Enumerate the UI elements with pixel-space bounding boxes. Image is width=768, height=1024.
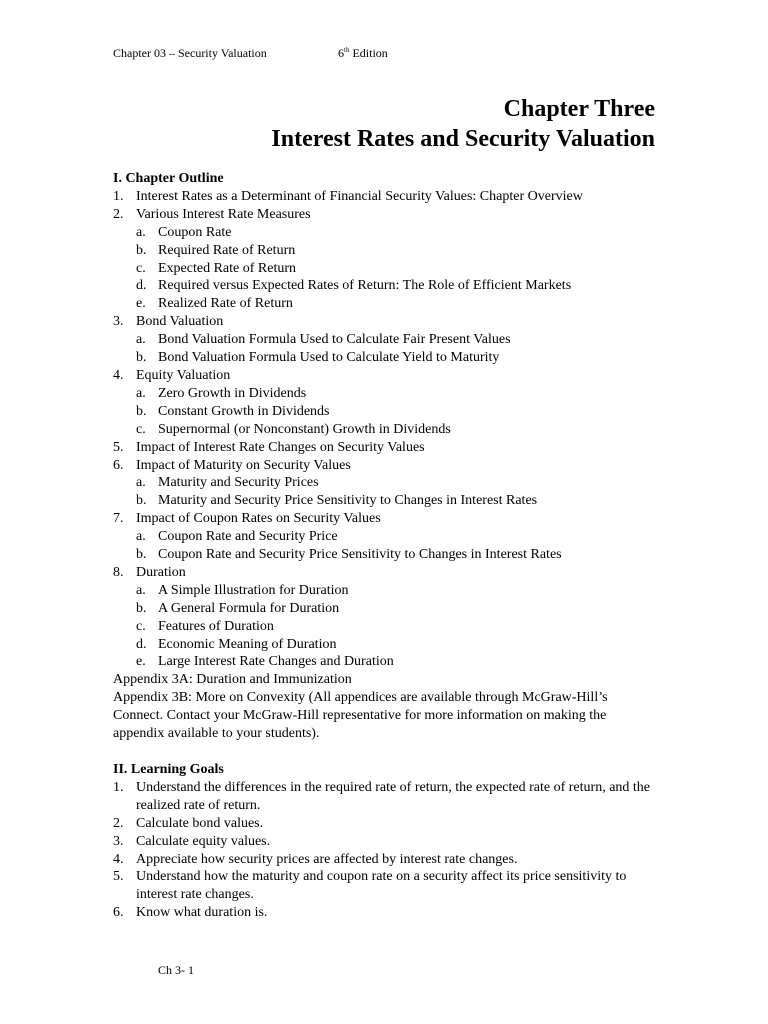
list-item-text: Maturity and Security Price Sensitivity to Changes in Interest Rates [158, 493, 538, 509]
header-edition [338, 46, 388, 60]
list-marker: 7. [113, 511, 124, 527]
list-item-text: Equity Valuation [136, 367, 231, 383]
list-marker: a. [136, 529, 146, 545]
outline-subitem [113, 474, 658, 492]
list-marker: b. [136, 242, 147, 258]
chapter-outline-heading: I. Chapter Outline [113, 171, 224, 186]
list-item-text: Features of Duration [158, 618, 274, 634]
list-item-text: Coupon Rate [158, 224, 232, 240]
list-marker: a. [136, 332, 146, 348]
appendix-3b: Appendix 3B: More on Convexity (All appendices are available through McGraw-Hill’s Connect. Contact your McGraw-Hill representative for more information on making the appendix available to your students). [113, 690, 608, 742]
list-item-text: Various Interest Rate Measures [136, 206, 311, 222]
list-item-text: Know what duration is. [136, 905, 268, 921]
learning-goal-item [113, 904, 658, 922]
list-marker: b. [136, 547, 147, 563]
learning-goal-item [113, 779, 658, 815]
outline-subitem [113, 528, 658, 546]
list-marker: 4. [113, 851, 124, 867]
outline-subitem [113, 242, 658, 260]
list-item-text: Interest Rates as a Determinant of Financial Security Values: Chapter Overview [136, 188, 583, 204]
list-marker: b. [136, 350, 147, 366]
list-marker: c. [136, 421, 146, 437]
list-marker: b. [136, 493, 147, 509]
list-marker: 6. [113, 457, 124, 473]
outline-subitem [113, 295, 658, 313]
page-number: Ch 3- 1 [158, 963, 194, 977]
edition-number: 6 [338, 46, 344, 60]
list-item-text: Calculate bond values. [136, 815, 264, 831]
header-chapter: Chapter 03 – Security Valuation [113, 46, 267, 60]
list-item-text: Required versus Expected Rates of Return: The Role of Efficient Markets [158, 278, 572, 294]
list-item-text: Impact of Coupon Rates on Security Values [136, 511, 381, 527]
outline-item [113, 188, 658, 206]
list-item-text: Required Rate of Return [158, 242, 296, 258]
outline-subitem [113, 421, 658, 439]
list-item-text: Large Interest Rate Changes and Duration [158, 654, 394, 670]
outline-item [113, 510, 658, 528]
list-item-text: Impact of Maturity on Security Values [136, 457, 351, 473]
list-marker: c. [136, 260, 146, 276]
outline-subitem [113, 224, 658, 242]
learning-goals-heading: II. Learning Goals [113, 762, 224, 777]
list-marker: e. [136, 654, 146, 670]
list-item-text: Coupon Rate and Security Price Sensitivity to Changes in Interest Rates [158, 547, 562, 563]
outline-subitem [113, 260, 658, 278]
list-item-text: Supernormal (or Nonconstant) Growth in Dividends [158, 421, 451, 437]
list-marker: 5. [113, 439, 124, 455]
list-item-text: Coupon Rate and Security Price [158, 529, 338, 545]
list-marker: 3. [113, 833, 124, 849]
appendix-3a: Appendix 3A: Duration and Immunization [113, 672, 352, 688]
list-marker: 8. [113, 564, 124, 580]
list-marker: b. [136, 403, 147, 419]
outline-subitem [113, 636, 658, 654]
outline-item [113, 206, 658, 224]
outline-subitem [113, 618, 658, 636]
section-gap [113, 743, 658, 761]
list-item-text: Constant Growth in Dividends [158, 403, 330, 419]
outline-item [113, 439, 658, 457]
list-item-text: Calculate equity values. [136, 833, 271, 849]
learning-goal-item [113, 851, 658, 869]
learning-goals-list [113, 779, 658, 922]
outline-subitem [113, 492, 658, 510]
list-marker: a. [136, 475, 146, 491]
list-item-text: A Simple Illustration for Duration [158, 582, 349, 598]
outline-subitem [113, 277, 658, 295]
list-marker: a. [136, 385, 146, 401]
list-marker: 6. [113, 905, 124, 921]
outline-subitem [113, 582, 658, 600]
learning-goal-item [113, 868, 658, 904]
edition-word: Edition [349, 46, 388, 60]
outline-subitem [113, 653, 658, 671]
edition-suffix: th [344, 46, 350, 54]
list-item-text: A General Formula for Duration [158, 600, 340, 616]
outline-subitem [113, 385, 658, 403]
page-header [113, 46, 388, 60]
outline-item [113, 457, 658, 475]
list-marker: c. [136, 618, 146, 634]
outline-subitem [113, 600, 658, 618]
chapter-title [271, 94, 655, 154]
outline-item [113, 564, 658, 582]
list-marker: 3. [113, 314, 124, 330]
chapter-title-line1: Chapter Three [503, 96, 655, 122]
list-marker: 2. [113, 815, 124, 831]
list-marker: 2. [113, 206, 124, 222]
list-item-text: Maturity and Security Prices [158, 475, 319, 491]
list-item-text: Bond Valuation Formula Used to Calculate Fair Present Values [158, 332, 511, 348]
outline-item [113, 313, 658, 331]
list-item-text: Understand how the maturity and coupon rate on a security affect its price sensitivity to interest rate changes. [136, 869, 627, 903]
chapter-outline-list [113, 188, 658, 671]
outline-subitem [113, 546, 658, 564]
list-marker: e. [136, 296, 146, 312]
list-marker: a. [136, 582, 146, 598]
list-item-text: Impact of Interest Rate Changes on Security Values [136, 439, 425, 455]
learning-goal-item [113, 833, 658, 851]
list-marker: 1. [113, 188, 124, 204]
list-item-text: Expected Rate of Return [158, 260, 297, 276]
outline-subitem [113, 331, 658, 349]
list-item-text: Duration [136, 564, 186, 580]
list-marker: 5. [113, 869, 124, 885]
outline-item [113, 367, 658, 385]
chapter-title-line2: Interest Rates and Security Valuation [271, 126, 655, 152]
learning-goal-item [113, 815, 658, 833]
list-item-text: Zero Growth in Dividends [158, 385, 307, 401]
list-item-text: Bond Valuation Formula Used to Calculate Yield to Maturity [158, 350, 500, 366]
list-item-text: Appreciate how security prices are affected by interest rate changes. [136, 851, 518, 867]
list-item-text: Economic Meaning of Duration [158, 636, 337, 652]
list-marker: a. [136, 224, 146, 240]
list-item-text: Realized Rate of Return [158, 296, 293, 312]
list-marker: d. [136, 636, 147, 652]
outline-subitem [113, 403, 658, 421]
list-item-text: Understand the differences in the required rate of return, the expected rate of return, and the realized rate of return. [136, 779, 651, 813]
list-marker: 1. [113, 779, 124, 795]
outline-subitem [113, 349, 658, 367]
list-item-text: Bond Valuation [136, 314, 224, 330]
document-body [113, 170, 658, 922]
list-marker: 4. [113, 367, 124, 383]
list-marker: b. [136, 600, 147, 616]
list-marker: d. [136, 278, 147, 294]
